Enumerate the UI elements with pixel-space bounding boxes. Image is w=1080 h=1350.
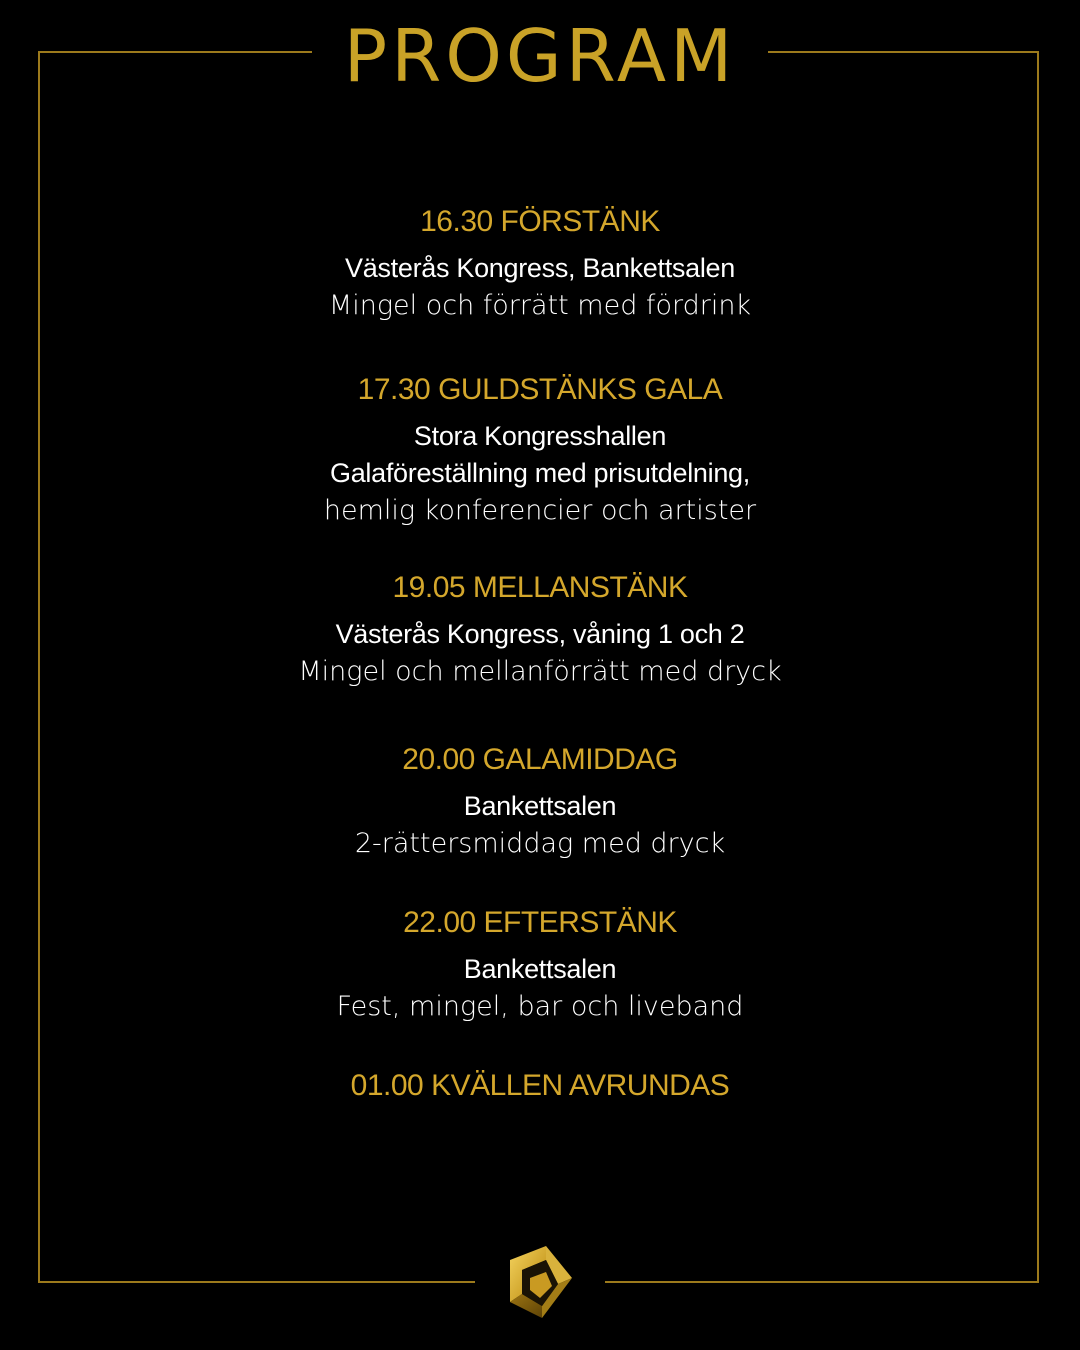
event-mellanstank bbox=[40, 570, 1040, 690]
event-description: Fest, mingel, bar och liveband bbox=[336, 991, 744, 1022]
event-location: Bankettsalen bbox=[463, 954, 617, 984]
page-title: PROGRAM bbox=[343, 14, 737, 98]
event-gala bbox=[40, 372, 1040, 529]
event-heading: 22.00 EFTERSTÄNK bbox=[403, 906, 677, 939]
event-location-detail: Galaföreställning med prisutdelning, bbox=[330, 458, 750, 488]
event-location: Västerås Kongress, Bankettsalen bbox=[345, 253, 735, 283]
event-galamiddag bbox=[40, 742, 1040, 862]
event-description: Mingel och mellanförrätt med dryck bbox=[298, 656, 782, 687]
event-description: 2-rättersmiddag med dryck bbox=[354, 828, 726, 859]
event-description: hemlig konferencier och artister bbox=[323, 495, 757, 526]
event-forstank bbox=[40, 204, 1040, 324]
frame-bottom-right bbox=[605, 1281, 1039, 1283]
event-location: Stora Kongresshallen bbox=[413, 421, 667, 451]
event-heading: 20.00 GALAMIDDAG bbox=[402, 743, 678, 776]
event-heading: 01.00 KVÄLLEN AVRUNDAS bbox=[350, 1069, 730, 1102]
event-avrundas bbox=[40, 1068, 1040, 1114]
event-location: Bankettsalen bbox=[463, 791, 617, 821]
event-efterstank bbox=[40, 905, 1040, 1025]
event-heading: 17.30 GULDSTÄNKS GALA bbox=[357, 373, 723, 406]
event-location: Västerås Kongress, våning 1 och 2 bbox=[335, 619, 745, 649]
event-heading: 16.30 FÖRSTÄNK bbox=[420, 205, 660, 238]
frame-bottom-left bbox=[38, 1281, 475, 1283]
event-description: Mingel och förrätt med fördrink bbox=[328, 290, 752, 321]
event-heading: 19.05 MELLANSTÄNK bbox=[392, 571, 688, 604]
guldstank-logo-icon bbox=[502, 1244, 578, 1320]
